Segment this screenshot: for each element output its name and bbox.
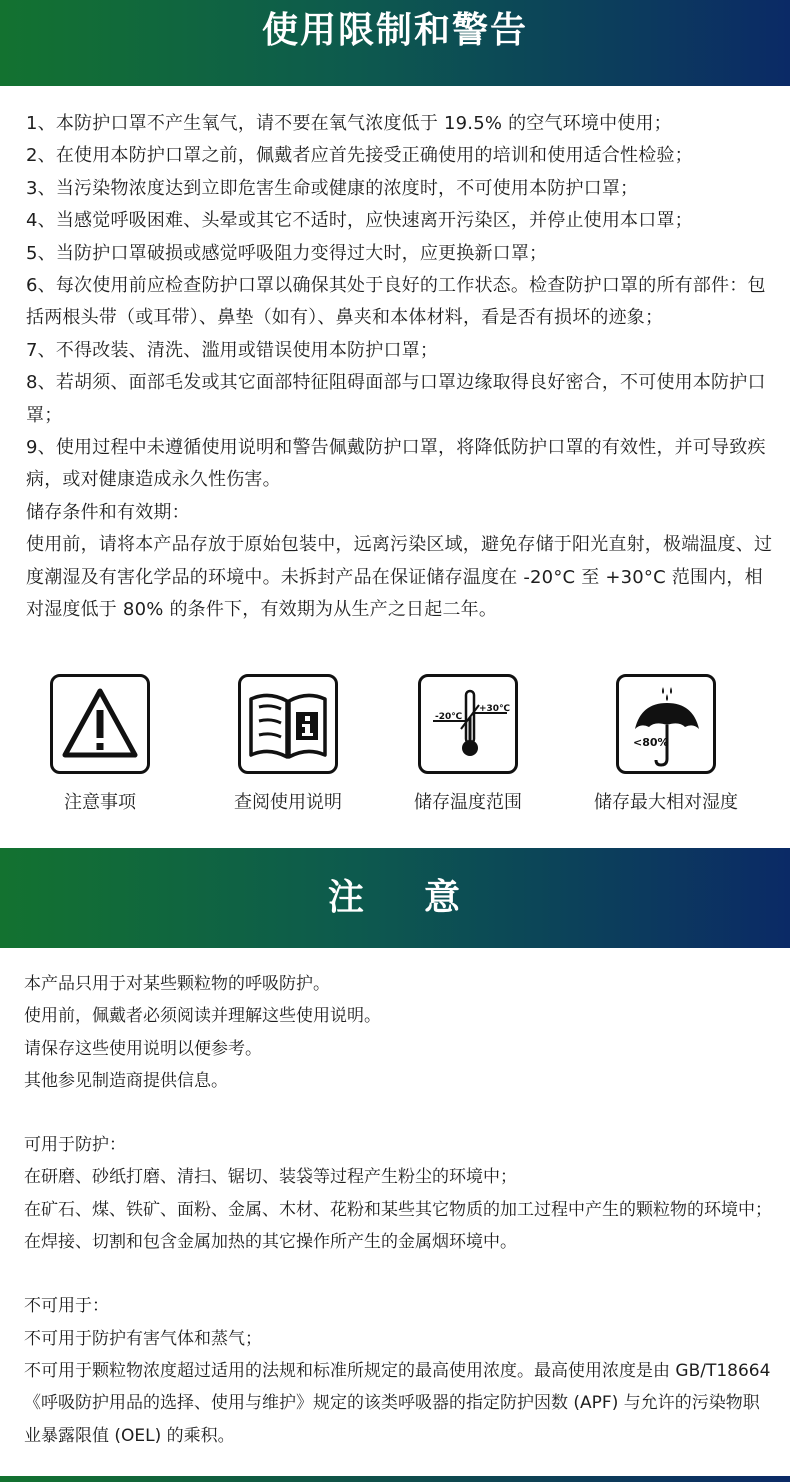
section-title-notice: 注 意 [327, 877, 463, 918]
umbrella-humidity-icon [616, 674, 716, 774]
notice-line: 本产品只用于对某些颗粒物的呼吸防护。 [24, 974, 330, 994]
warning-item: 2、在使用本防护口罩之前，佩戴者应首先接受正确使用的培训和使用适合性检验； [26, 145, 693, 167]
usable-item: 在矿石、煤、铁矿、面粉、金属、木材、花粉和某些其它物质的加工过程中产生的颗粒物的环境中；在焊接、切割和包含金属加热的其它操作所产生的金属烟环境中。 [24, 1199, 772, 1253]
symbol-humidity [571, 674, 761, 814]
thermometer-icon [418, 674, 518, 774]
warning-item: 8、若胡须、面部毛发或其它面部特征阻碍面部与口罩边缘取得良好密合，不可使用本防护口罩； [26, 372, 766, 426]
warning-item: 5、当防护口罩破损或感觉呼吸阻力变得过大时，应更换新口罩； [26, 242, 548, 264]
warning-item: 4、当感觉呼吸困难、头晕或其它不适时，应快速离开污染区，并停止使用本口罩； [26, 210, 693, 232]
not-usable-title: 不可用于： [24, 1296, 109, 1317]
warning-triangle-icon [50, 674, 150, 774]
bottom-divider [0, 1476, 790, 1482]
instructions-book-icon [238, 674, 338, 774]
spacer [24, 1258, 774, 1290]
spacer [24, 1097, 774, 1129]
usable-title: 可用于防护： [24, 1135, 126, 1156]
symbol-instructions [193, 674, 383, 814]
symbol-row [0, 674, 790, 824]
symbol-temperature [373, 674, 563, 814]
notice-line: 请保存这些使用说明以便参考。 [24, 1038, 262, 1059]
storage-text: 使用前，请将本产品存放于原始包装中，远离污染区域，避免存储于阳光直射，极端温度、过度潮湿及有害化学品的环境中。未拆封产品在保证储存温度在 -20°C 至 +30°C 范围内，相对湿度低于 80% 的条件下，有效期为从生产之日起二年。 [26, 534, 773, 621]
header-banner-warnings [0, 0, 790, 86]
warning-item: 7、不得改装、清洗、滥用或错误使用本防护口罩； [26, 339, 439, 361]
symbol-label: 储存温度范围 [414, 792, 522, 813]
notice-line: 使用前，佩戴者必须阅读并理解这些使用说明。 [24, 1006, 381, 1027]
not-usable-item: 不可用于颗粒物浓度超过适用的法规和标准所规定的最高使用浓度。最高使用浓度是由 GB/T18664《呼吸防护用品的选择、使用与维护》规定的该类呼吸器的指定防护因数 (APF) 与允许的污染物职业暴露限值 (OEL) 的乘积。 [24, 1360, 771, 1446]
humidity-label: <80% [633, 736, 669, 749]
not-usable-item: 不可用于防护有害气体和蒸气； [24, 1328, 262, 1349]
section-title-warnings: 使用限制和警告 [261, 10, 528, 51]
warning-item: 3、当污染物浓度达到立即危害生命或健康的浓度时，不可使用本防护口罩； [26, 177, 639, 199]
warning-item: 6、每次使用前应检查防护口罩以确保其处于良好的工作状态。检查防护口罩的所有部件：包括两根头带（或耳带）、鼻垫（如有）、鼻夹和本体材料，看是否有损坏的迹象； [26, 275, 766, 329]
notice-section [24, 968, 774, 1452]
symbol-label: 储存最大相对湿度 [594, 792, 738, 813]
warning-item: 9、使用过程中未遵循使用说明和警告佩戴防护口罩，将降低防护口罩的有效性，并可导致疾病，或对健康造成永久性伤害。 [26, 437, 766, 491]
usable-item: 在研磨、砂纸打磨、清扫、锯切、装袋等过程产生粉尘的环境中； [24, 1167, 517, 1188]
temp-high-label: +30℃ [479, 704, 510, 714]
symbol-label: 查阅使用说明 [234, 792, 342, 813]
notice-line: 其他参见制造商提供信息。 [24, 1070, 228, 1091]
header-banner-notice [0, 848, 790, 948]
warnings-section [26, 108, 776, 627]
temp-low-label: -20℃ [435, 712, 463, 722]
warning-item: 1、本防护口罩不产生氧气，请不要在氧气浓度低于 19.5% 的空气环境中使用； [26, 113, 672, 134]
symbol-label: 注意事项 [64, 792, 136, 813]
storage-title: 储存条件和有效期： [26, 501, 190, 523]
symbol-caution [5, 674, 195, 814]
